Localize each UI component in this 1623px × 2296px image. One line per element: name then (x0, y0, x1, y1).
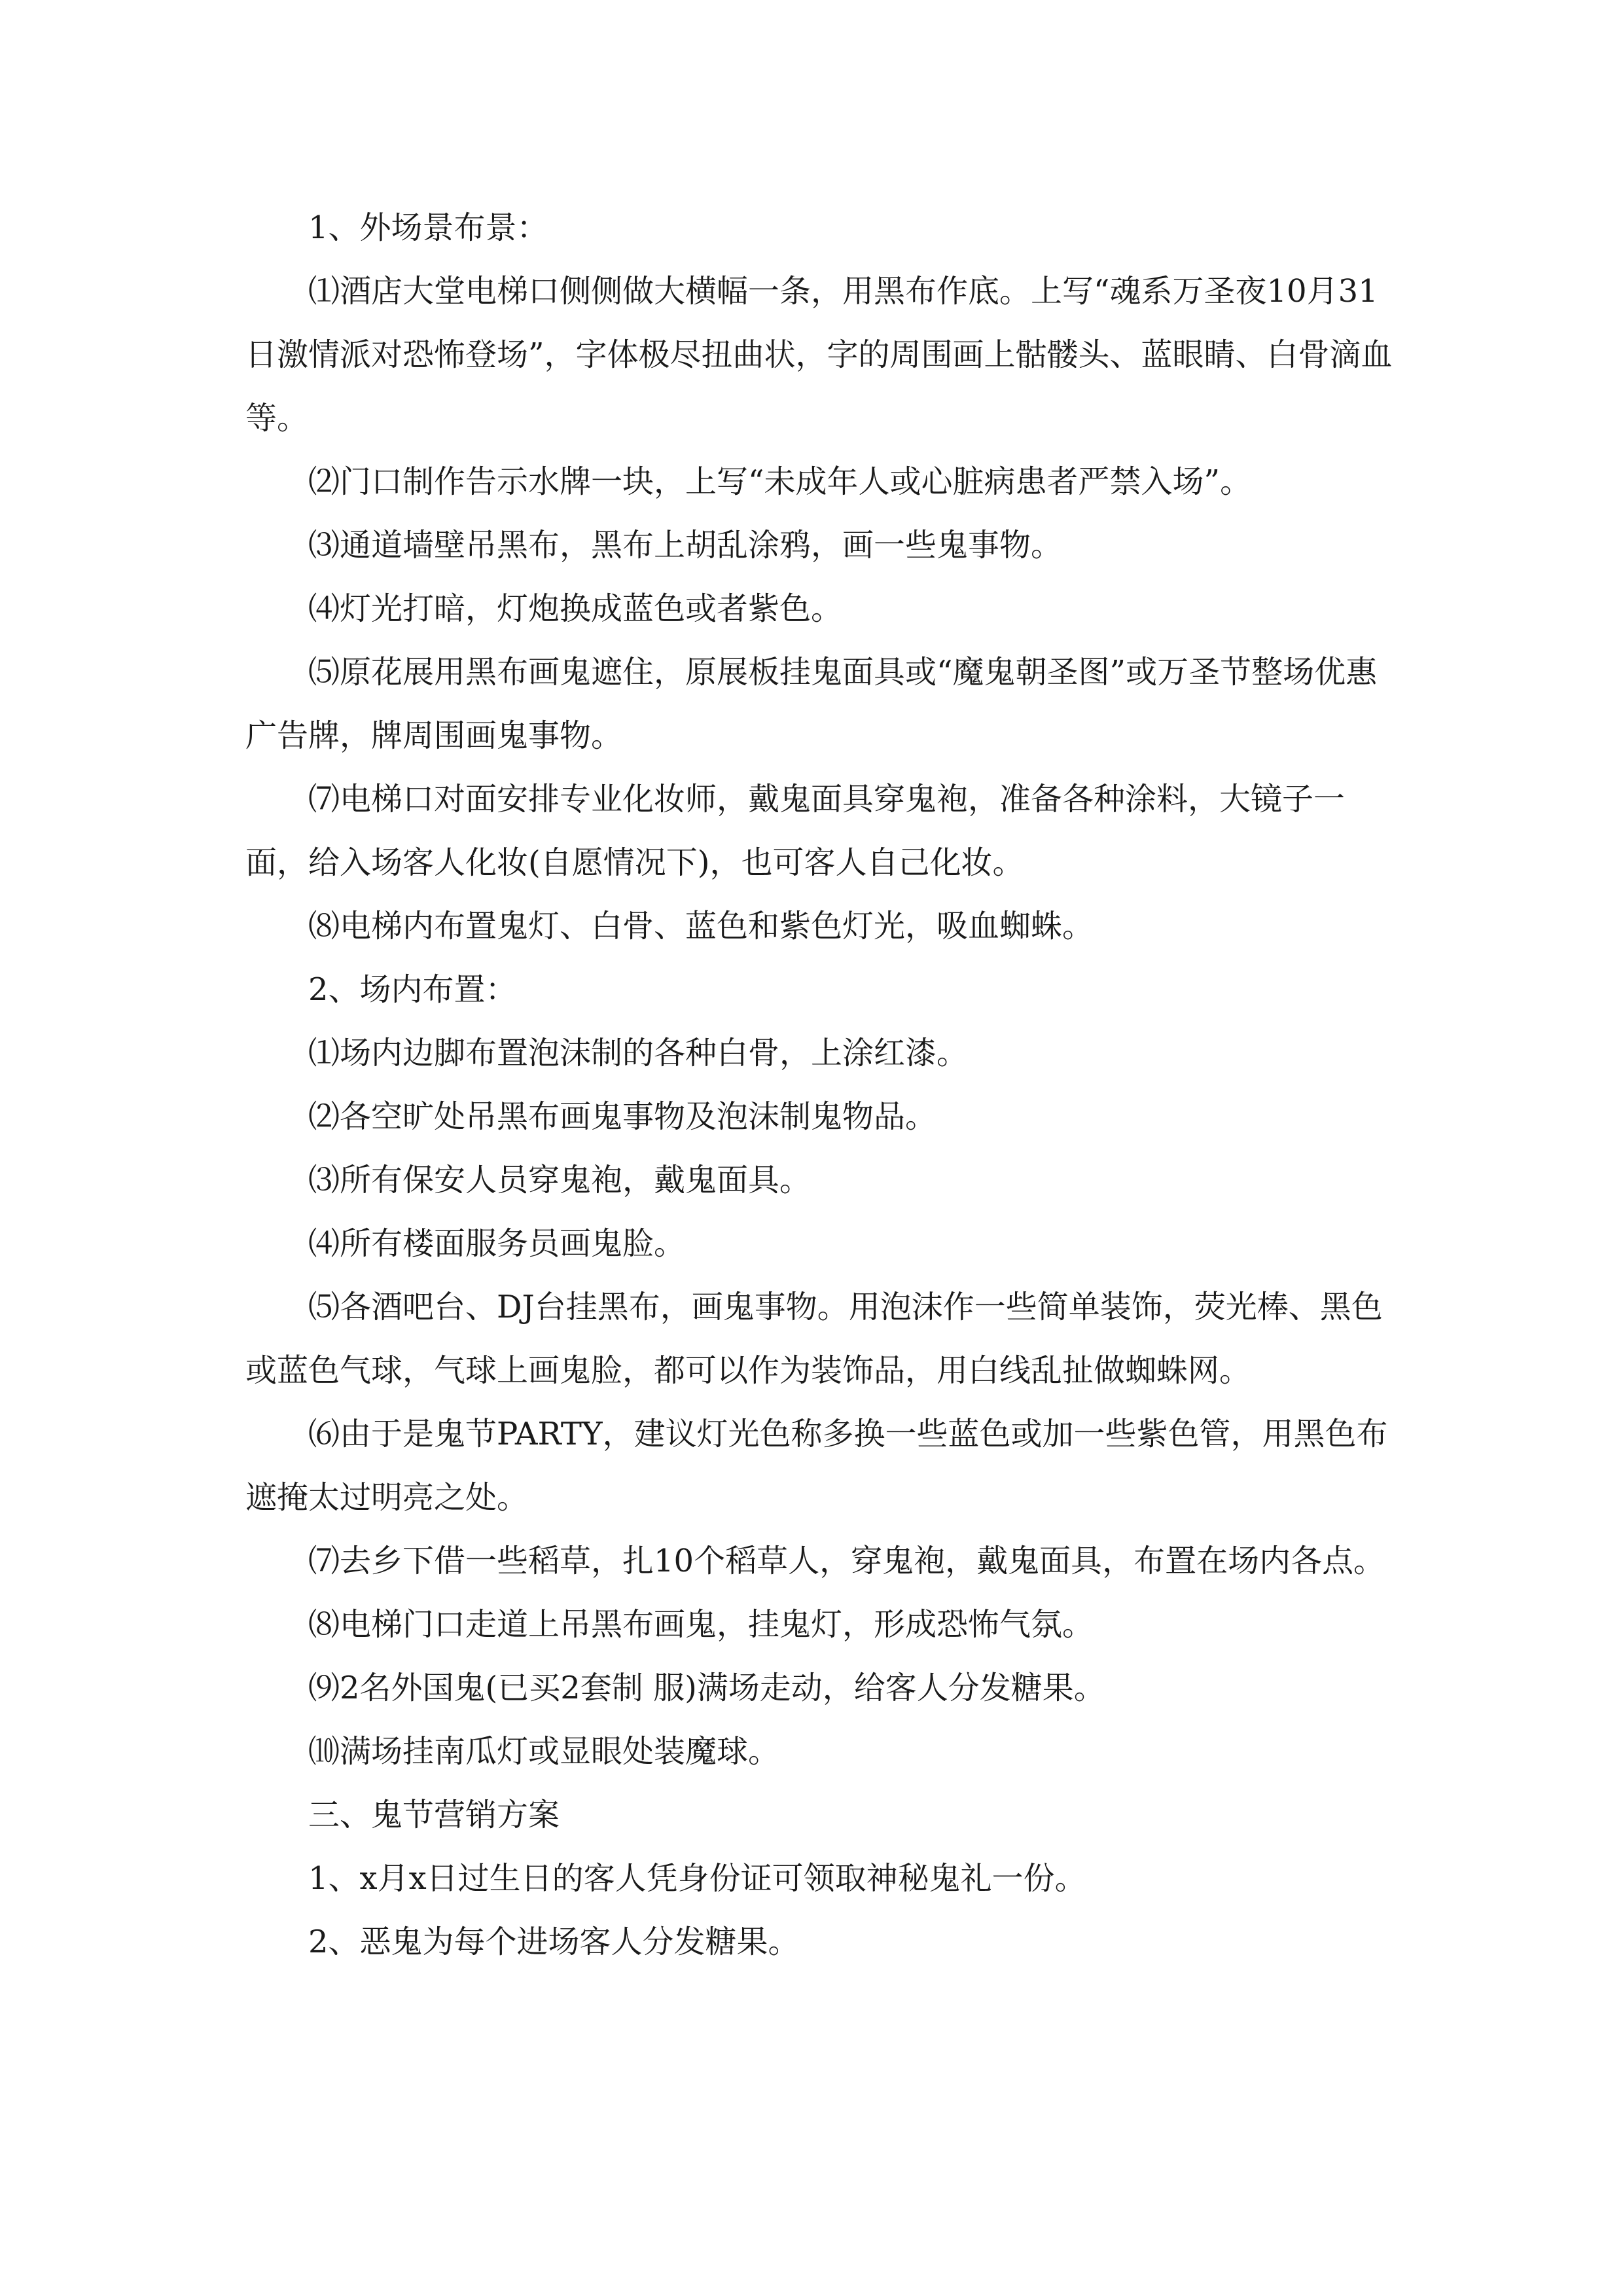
section-heading-indoor-decor: 2、场内布置： (308, 971, 517, 1008)
list-item-pumpkin-lanterns: ⑽满场挂南瓜灯或显眼处装魔球。 (308, 1733, 780, 1770)
list-item-foreign-ghosts: ⑼2名外国鬼(已买2套制 服)满场走动，给客人分发糖果。 (308, 1670, 1105, 1706)
list-item-security-staff: ⑶所有保安人员穿鬼袍，戴鬼面具。 (308, 1162, 812, 1198)
list-item-makeup-artist: ⑺电梯口对面安排专业化妆师，戴鬼面具穿鬼袍，准备各种涂料，大镜子一面，给入场客人化妆(自愿情况下)，也可客人自己化妆。 (245, 781, 1346, 881)
list-item-elevator-hallway: ⑻电梯门口走道上吊黑布画鬼，挂鬼灯，形成恐怖气氛。 (308, 1606, 1094, 1643)
section-heading-outdoor-decor: 1、外场景布景： (308, 209, 548, 246)
list-item-lighting: ⑷灯光打暗，灯炮换成蓝色或者紫色。 (308, 590, 843, 627)
list-item-foam-bones: ⑴场内边脚布置泡沫制的各种白骨，上涂红漆。 (308, 1035, 969, 1071)
list-item-lobby-banner: ⑴酒店大堂电梯口侧侧做大横幅一条，用黑布作底。上写“魂系万圣夜10月31日激情派对恐怖登场”，字体极尽扭曲状，字的周围画上骷髅头、蓝眼睛、白骨滴血等。 (245, 273, 1393, 437)
list-item-flower-exhibit: ⑸原花展用黑布画鬼遮住，原展板挂鬼面具或“魔鬼朝圣图”或万圣节整场优惠广告牌，牌周围画鬼事物。 (245, 654, 1378, 754)
list-item-candy: 2、恶鬼为每个进场客人分发糖果。 (308, 1924, 800, 1960)
list-item-bar-dj: ⑸各酒吧台、DJ台挂黑布，画鬼事物。用泡沫作一些简单装饰，荧光棒、黑色或蓝色气球，气球上画鬼脸，都可以作为装饰品，用白线乱扯做蜘蛛网。 (245, 1289, 1383, 1389)
section-heading-marketing-plan: 三、鬼节营销方案 (308, 1797, 560, 1833)
list-item-birthday-gift: 1、x月x日过生日的客人凭身份证可领取神秘鬼礼一份。 (308, 1860, 1086, 1897)
list-item-open-spaces: ⑵各空旷处吊黑布画鬼事物及泡沫制鬼物品。 (308, 1098, 937, 1135)
list-item-door-sign: ⑵门口制作告示水牌一块，上写“未成年人或心脏病患者严禁入场”。 (308, 463, 1252, 500)
list-item-corridor-wall: ⑶通道墙壁吊黑布，黑布上胡乱涂鸦，画一些鬼事物。 (308, 527, 1063, 564)
list-item-party-lighting: ⑹由于是鬼节PARTY，建议灯光色称多换一些蓝色或加一些紫色管，用黑色布遮掩太过明亮之处。 (245, 1416, 1388, 1516)
document-body (245, 196, 1404, 1974)
list-item-floor-staff: ⑷所有楼面服务员画鬼脸。 (308, 1225, 686, 1262)
list-item-scarecrows: ⑺去乡下借一些稻草，扎10个稻草人，穿鬼袍，戴鬼面具，布置在场内各点。 (308, 1543, 1385, 1579)
list-item-elevator-interior: ⑻电梯内布置鬼灯、白骨、蓝色和紫色灯光，吸血蜘蛛。 (308, 908, 1094, 944)
